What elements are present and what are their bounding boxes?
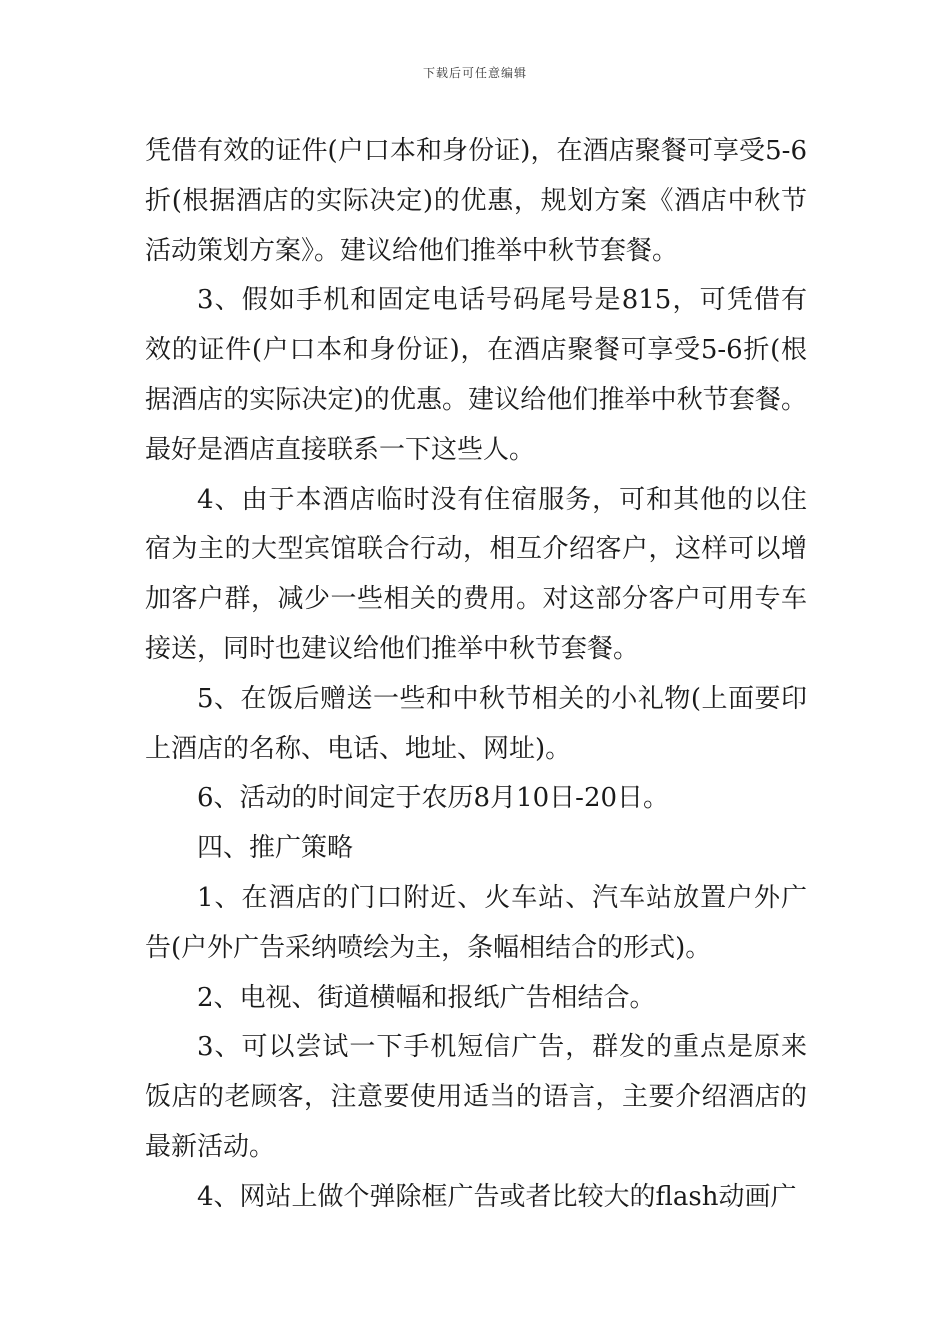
paragraph-8: 2、电视、街道横幅和报纸广告相结合。: [197, 982, 656, 1013]
paragraph-5: 6、活动的时间定于农历8月10日-20日。: [197, 783, 670, 814]
paragraph-2: 3、假如手机和固定电话号码尾号是815，可凭借有效的证件(户口本和身份证)，在酒店聚餐可享受5-6折(根据酒店的实际决定)的优惠。建议给他们推举中秋节套餐。最好是酒店直接联系一下这些人。: [145, 285, 807, 465]
paragraph-4: 5、在饭后赠送一些和中秋节相关的小礼物(上面要印上酒店的名称、电话、地址、网址)。: [145, 683, 807, 764]
page-header: 下载后可任意编辑: [422, 66, 527, 80]
document-body: [145, 127, 807, 1223]
section-heading-promotion: 四、推广策略: [197, 833, 354, 864]
paragraph-1: 凭借有效的证件(户口本和身份证)，在酒店聚餐可享受5-6折(根据酒店的实际决定)的优惠，规划方案《酒店中秋节活动策划方案》。建议给他们推举中秋节套餐。: [145, 136, 807, 266]
paragraph-10: 4、网站上做个弹除框广告或者比较大的flash动画广: [197, 1181, 797, 1212]
paragraph-3: 4、由于本酒店临时没有住宿服务，可和其他的以住宿为主的大型宾馆联合行动，相互介绍客户，这样可以增加客户群，减少一些相关的费用。对这部分客户可用专车接送，同时也建议给他们推举中秋节套餐。: [145, 484, 807, 664]
paragraph-7: 1、在酒店的门口附近、火车站、汽车站放置户外广告(户外广告采纳喷绘为主，条幅相结合的形式)。: [145, 882, 807, 963]
paragraph-9: 3、可以尝试一下手机短信广告，群发的重点是原来饭店的老顾客，注意要使用适当的语言，主要介绍酒店的最新活动。: [145, 1032, 807, 1162]
